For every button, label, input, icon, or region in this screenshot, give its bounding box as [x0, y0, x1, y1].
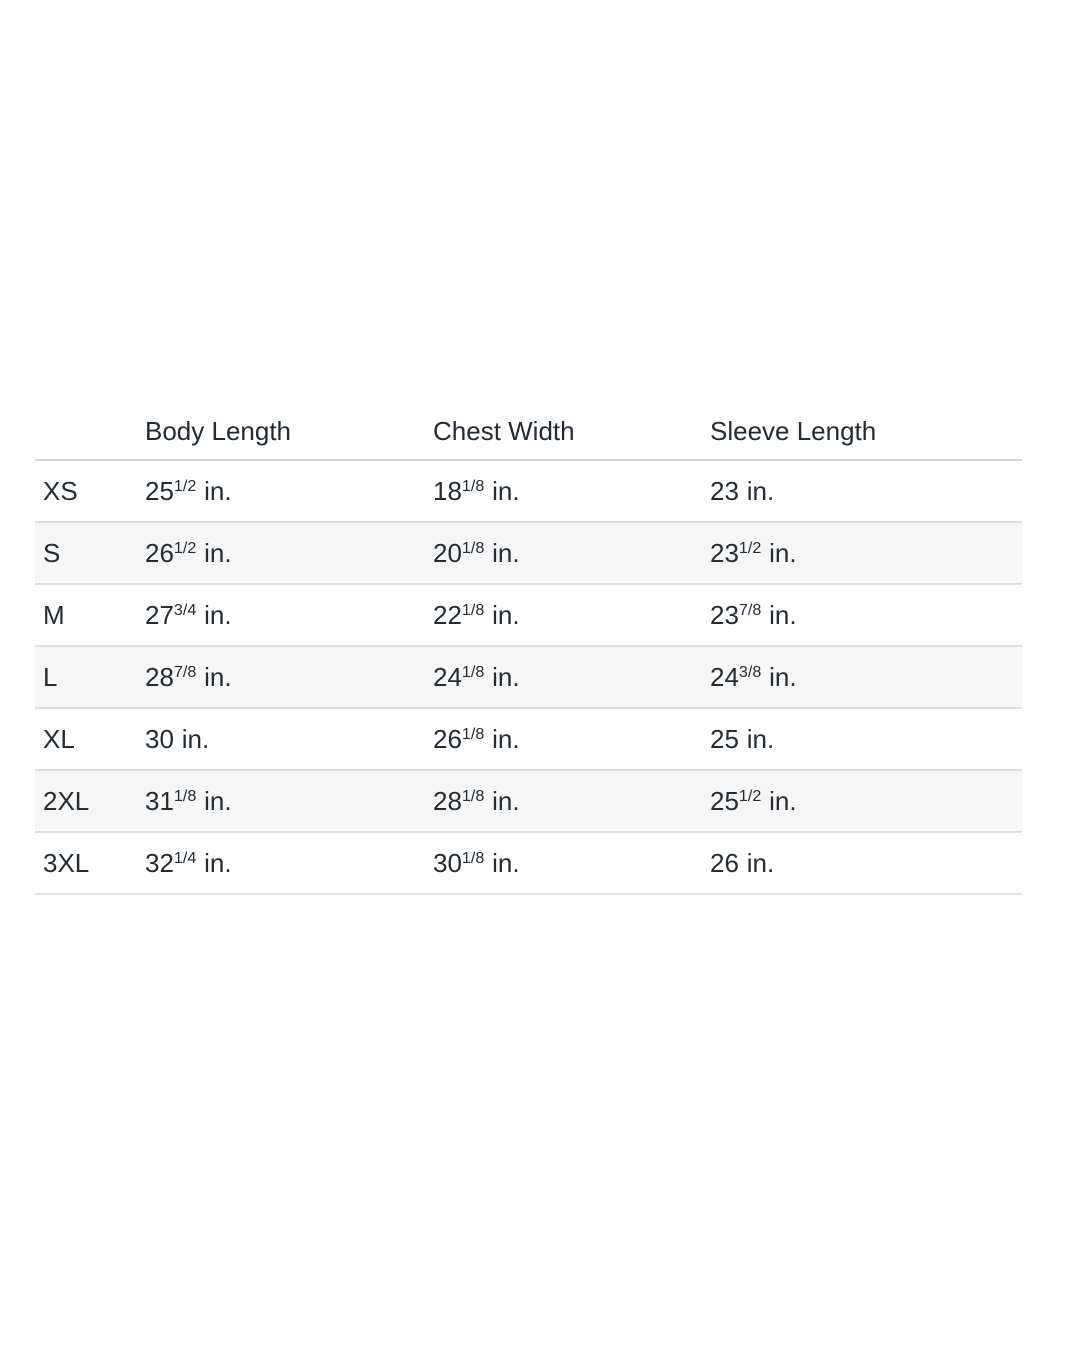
value-unit: in. — [204, 847, 232, 878]
value-unit: in. — [181, 723, 210, 754]
value-fraction: 1/8 — [173, 787, 197, 806]
value-fraction: 1/8 — [461, 477, 485, 496]
value-unit: in. — [769, 661, 797, 692]
value-fraction: 1/2 — [738, 539, 762, 558]
size-row-s — [35, 522, 1022, 584]
size-chart-header-row — [35, 404, 1022, 460]
sleeve-length-value — [710, 646, 1022, 708]
body-length-value — [145, 832, 433, 894]
value-fraction: 1/8 — [461, 663, 485, 682]
chest-width-value — [433, 584, 710, 646]
chest-width-value — [433, 522, 710, 584]
value-unit: in. — [769, 785, 797, 816]
value-fraction: 1/8 — [461, 787, 485, 806]
value-unit: in. — [204, 599, 232, 630]
sleeve-length-value — [710, 522, 1022, 584]
value-whole: 18 — [433, 475, 462, 506]
size-chart — [35, 404, 1022, 895]
chest-width-value — [433, 832, 710, 894]
value-fraction: 7/8 — [173, 663, 197, 682]
chest-width-value — [433, 460, 710, 522]
value-whole: 22 — [433, 599, 462, 630]
body-length-value — [145, 522, 433, 584]
sleeve-length-value — [710, 770, 1022, 832]
value-unit: in. — [492, 723, 520, 754]
value-unit: in. — [492, 475, 520, 506]
value-whole: 25 — [145, 475, 174, 506]
value-whole: 28 — [433, 785, 462, 816]
value-whole: 30 — [433, 847, 462, 878]
value-whole: 25 — [710, 785, 739, 816]
value-whole: 31 — [145, 785, 174, 816]
value-unit: in. — [204, 785, 232, 816]
body-length-value — [145, 460, 433, 522]
value-fraction: 1/8 — [461, 849, 485, 868]
value-unit: in. — [492, 847, 520, 878]
body-length-value — [145, 770, 433, 832]
value-fraction: 1/8 — [461, 539, 485, 558]
body-length-column-header: Body Length — [145, 404, 433, 460]
size-row-xs — [35, 460, 1022, 522]
size-row-2xl — [35, 770, 1022, 832]
value-fraction: 1/8 — [461, 725, 485, 744]
chest-width-value — [433, 770, 710, 832]
size-chart-table — [35, 404, 1022, 895]
sleeve-length-value — [710, 832, 1022, 894]
value-whole: 23 — [710, 599, 739, 630]
value-fraction: 3/8 — [738, 663, 762, 682]
value-unit: in. — [746, 723, 775, 754]
value-fraction: 1/2 — [173, 477, 197, 496]
value-unit: in. — [769, 599, 797, 630]
value-unit: in. — [492, 785, 520, 816]
value-fraction: 3/4 — [173, 601, 197, 620]
value-unit: in. — [204, 661, 232, 692]
chest-width-value — [433, 708, 710, 770]
body-length-value — [145, 708, 433, 770]
body-length-value — [145, 584, 433, 646]
size-label: S — [35, 522, 145, 584]
value-whole: 28 — [145, 661, 174, 692]
value-whole: 23 — [710, 537, 739, 568]
size-label: XL — [35, 708, 145, 770]
value-unit: in. — [492, 537, 520, 568]
value-whole: 32 — [145, 847, 174, 878]
body-length-value — [145, 646, 433, 708]
value-unit: in. — [492, 661, 520, 692]
size-column-header — [35, 404, 145, 460]
value-whole: 26 — [145, 537, 174, 568]
value-unit: in. — [492, 599, 520, 630]
value-unit: in. — [204, 537, 232, 568]
value-whole: 20 — [433, 537, 462, 568]
value-whole: 24 — [710, 661, 739, 692]
value-whole: 26 — [710, 847, 739, 878]
size-row-3xl — [35, 832, 1022, 894]
size-label: L — [35, 646, 145, 708]
value-unit: in. — [769, 537, 797, 568]
size-row-l — [35, 646, 1022, 708]
sleeve-length-value — [710, 708, 1022, 770]
value-fraction: 7/8 — [738, 601, 762, 620]
value-unit: in. — [204, 475, 232, 506]
value-whole: 25 — [710, 723, 739, 754]
chest-width-column-header: Chest Width — [433, 404, 710, 460]
size-label: XS — [35, 460, 145, 522]
size-label: 3XL — [35, 832, 145, 894]
size-row-xl — [35, 708, 1022, 770]
value-whole: 27 — [145, 599, 174, 630]
sleeve-length-column-header: Sleeve Length — [710, 404, 1022, 460]
value-unit: in. — [746, 847, 775, 878]
sleeve-length-value — [710, 460, 1022, 522]
size-row-m — [35, 584, 1022, 646]
value-whole: 23 — [710, 475, 739, 506]
value-whole: 24 — [433, 661, 462, 692]
size-label: 2XL — [35, 770, 145, 832]
value-whole: 26 — [433, 723, 462, 754]
value-fraction: 1/2 — [173, 539, 197, 558]
size-label: M — [35, 584, 145, 646]
chest-width-value — [433, 646, 710, 708]
value-fraction: 1/2 — [738, 787, 762, 806]
value-fraction: 1/8 — [461, 601, 485, 620]
value-whole: 30 — [145, 723, 174, 754]
sleeve-length-value — [710, 584, 1022, 646]
value-fraction: 1/4 — [173, 849, 197, 868]
value-unit: in. — [746, 475, 775, 506]
